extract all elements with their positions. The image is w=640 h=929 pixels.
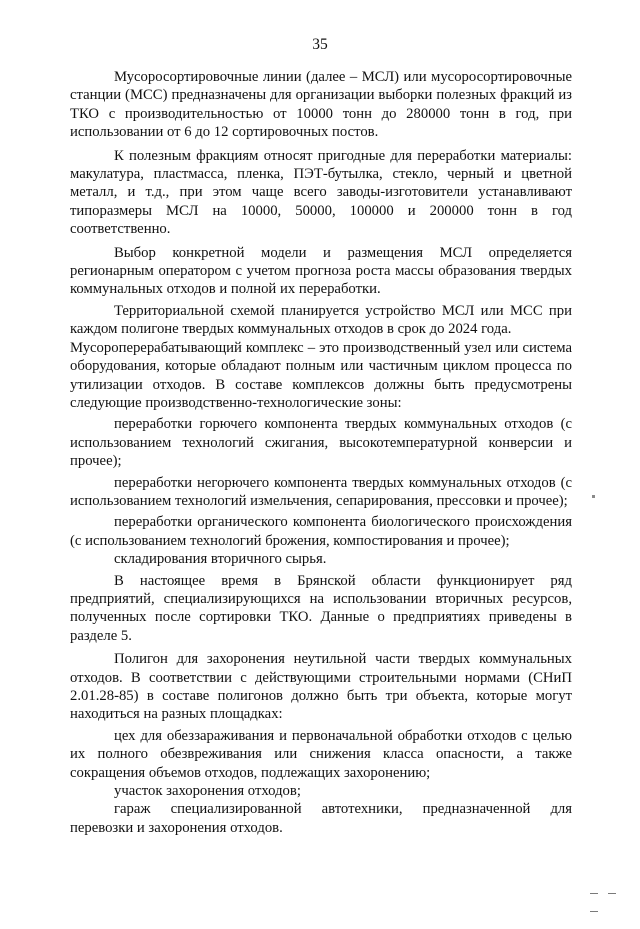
- paragraph-model-choice: Выбор конкретной модели и размещения МСЛ определяется регионарным оператором с учетом прогноза роста массы образования твердых коммунальных отходов и полной их переработки.: [70, 244, 572, 298]
- scan-edge-mark: [590, 911, 598, 912]
- list-item-noncombustible: переработки негорючего компонента твердых коммунальных отходов (с использованием технологий измельчения, сепарирования, прессовки и прочее);: [70, 474, 572, 509]
- list-item-organic: переработки органического компонента биологического происхождения (с использованием технологий брожения, компостирования и прочее);: [70, 514, 572, 549]
- page-number: 35: [312, 36, 328, 53]
- scan-edge-marks: [590, 893, 636, 895]
- paragraph-territorial-scheme: Территориальной схемой планируется устройство МСЛ или МСС при каждом полигоне твердых коммунальных отходов в срок до 2024 года.: [70, 302, 572, 338]
- page-body: [70, 68, 572, 837]
- paragraph-processing-complex: Мусороперерабатывающий комплекс – это производственный узел или система оборудования, которые обладают полным или частичным циклом процесса по утилизации отходов. В составе комплексов должны быть предусмотрены следующие производственно-технологические зоны:: [70, 339, 572, 411]
- list-item-disinfection-shop: цех для обеззараживания и первоначальной обработки отходов с целью их полного обезвреживания или снижения класса опасности, а также сокращения объемов отходов, подлежащих захоронению;: [70, 727, 572, 781]
- paragraph-msl-definition: Мусоросортировочные линии (далее – МСЛ) или мусоросортировочные станции (МСС) предназначены для организации выборки полезных фракций из ТКО с производительностью от 10000 тонн до 280000 тонн в год, при использовании от 6 до 12 сортировочных постов.: [70, 69, 572, 141]
- scan-edge-mark: [590, 893, 598, 894]
- paragraph-bryansk-enterprises: В настоящее время в Брянской области функционирует ряд предприятий, специализирующихся на использовании вторичных ресурсов, полученных после сортировки ТКО. Данные о предприятиях приведены в разделе 5.: [70, 572, 572, 644]
- paragraph-landfill: Полигон для захоронения неутильной части твердых коммунальных отходов. В соответствии с действующими строительными нормами (СНиП 2.01.28-85) в составе полигонов должно быть три объекта, которые могут находиться на разных площадках:: [70, 651, 572, 723]
- list-item-garage: гараж специализированной автотехники, предназначенной для перевозки и захоронения отходов.: [70, 801, 572, 836]
- list-item-combustible: переработки горючего компонента твердых коммунальных отходов (с использованием технологий сжигания, высокотемпературной конверсии и прочее);: [70, 416, 572, 470]
- scan-mark: [592, 495, 595, 498]
- paragraph-useful-fractions: К полезным фракциям относят пригодные для переработки материалы: макулатура, пластмасса, пленка, ПЭТ-бутылка, стекло, черный и цветной металл, и т.д., при этом чаще всего заводы-изготовители устанавливают типоразмеры МСЛ на 10000, 50000, 100000 и 200000 тонн в год соответственно.: [70, 147, 572, 238]
- list-item-secondary-storage: складирования вторичного сырья.: [114, 551, 327, 568]
- list-item-burial-site: участок захоронения отходов;: [114, 783, 301, 800]
- scan-edge-mark: [608, 893, 616, 894]
